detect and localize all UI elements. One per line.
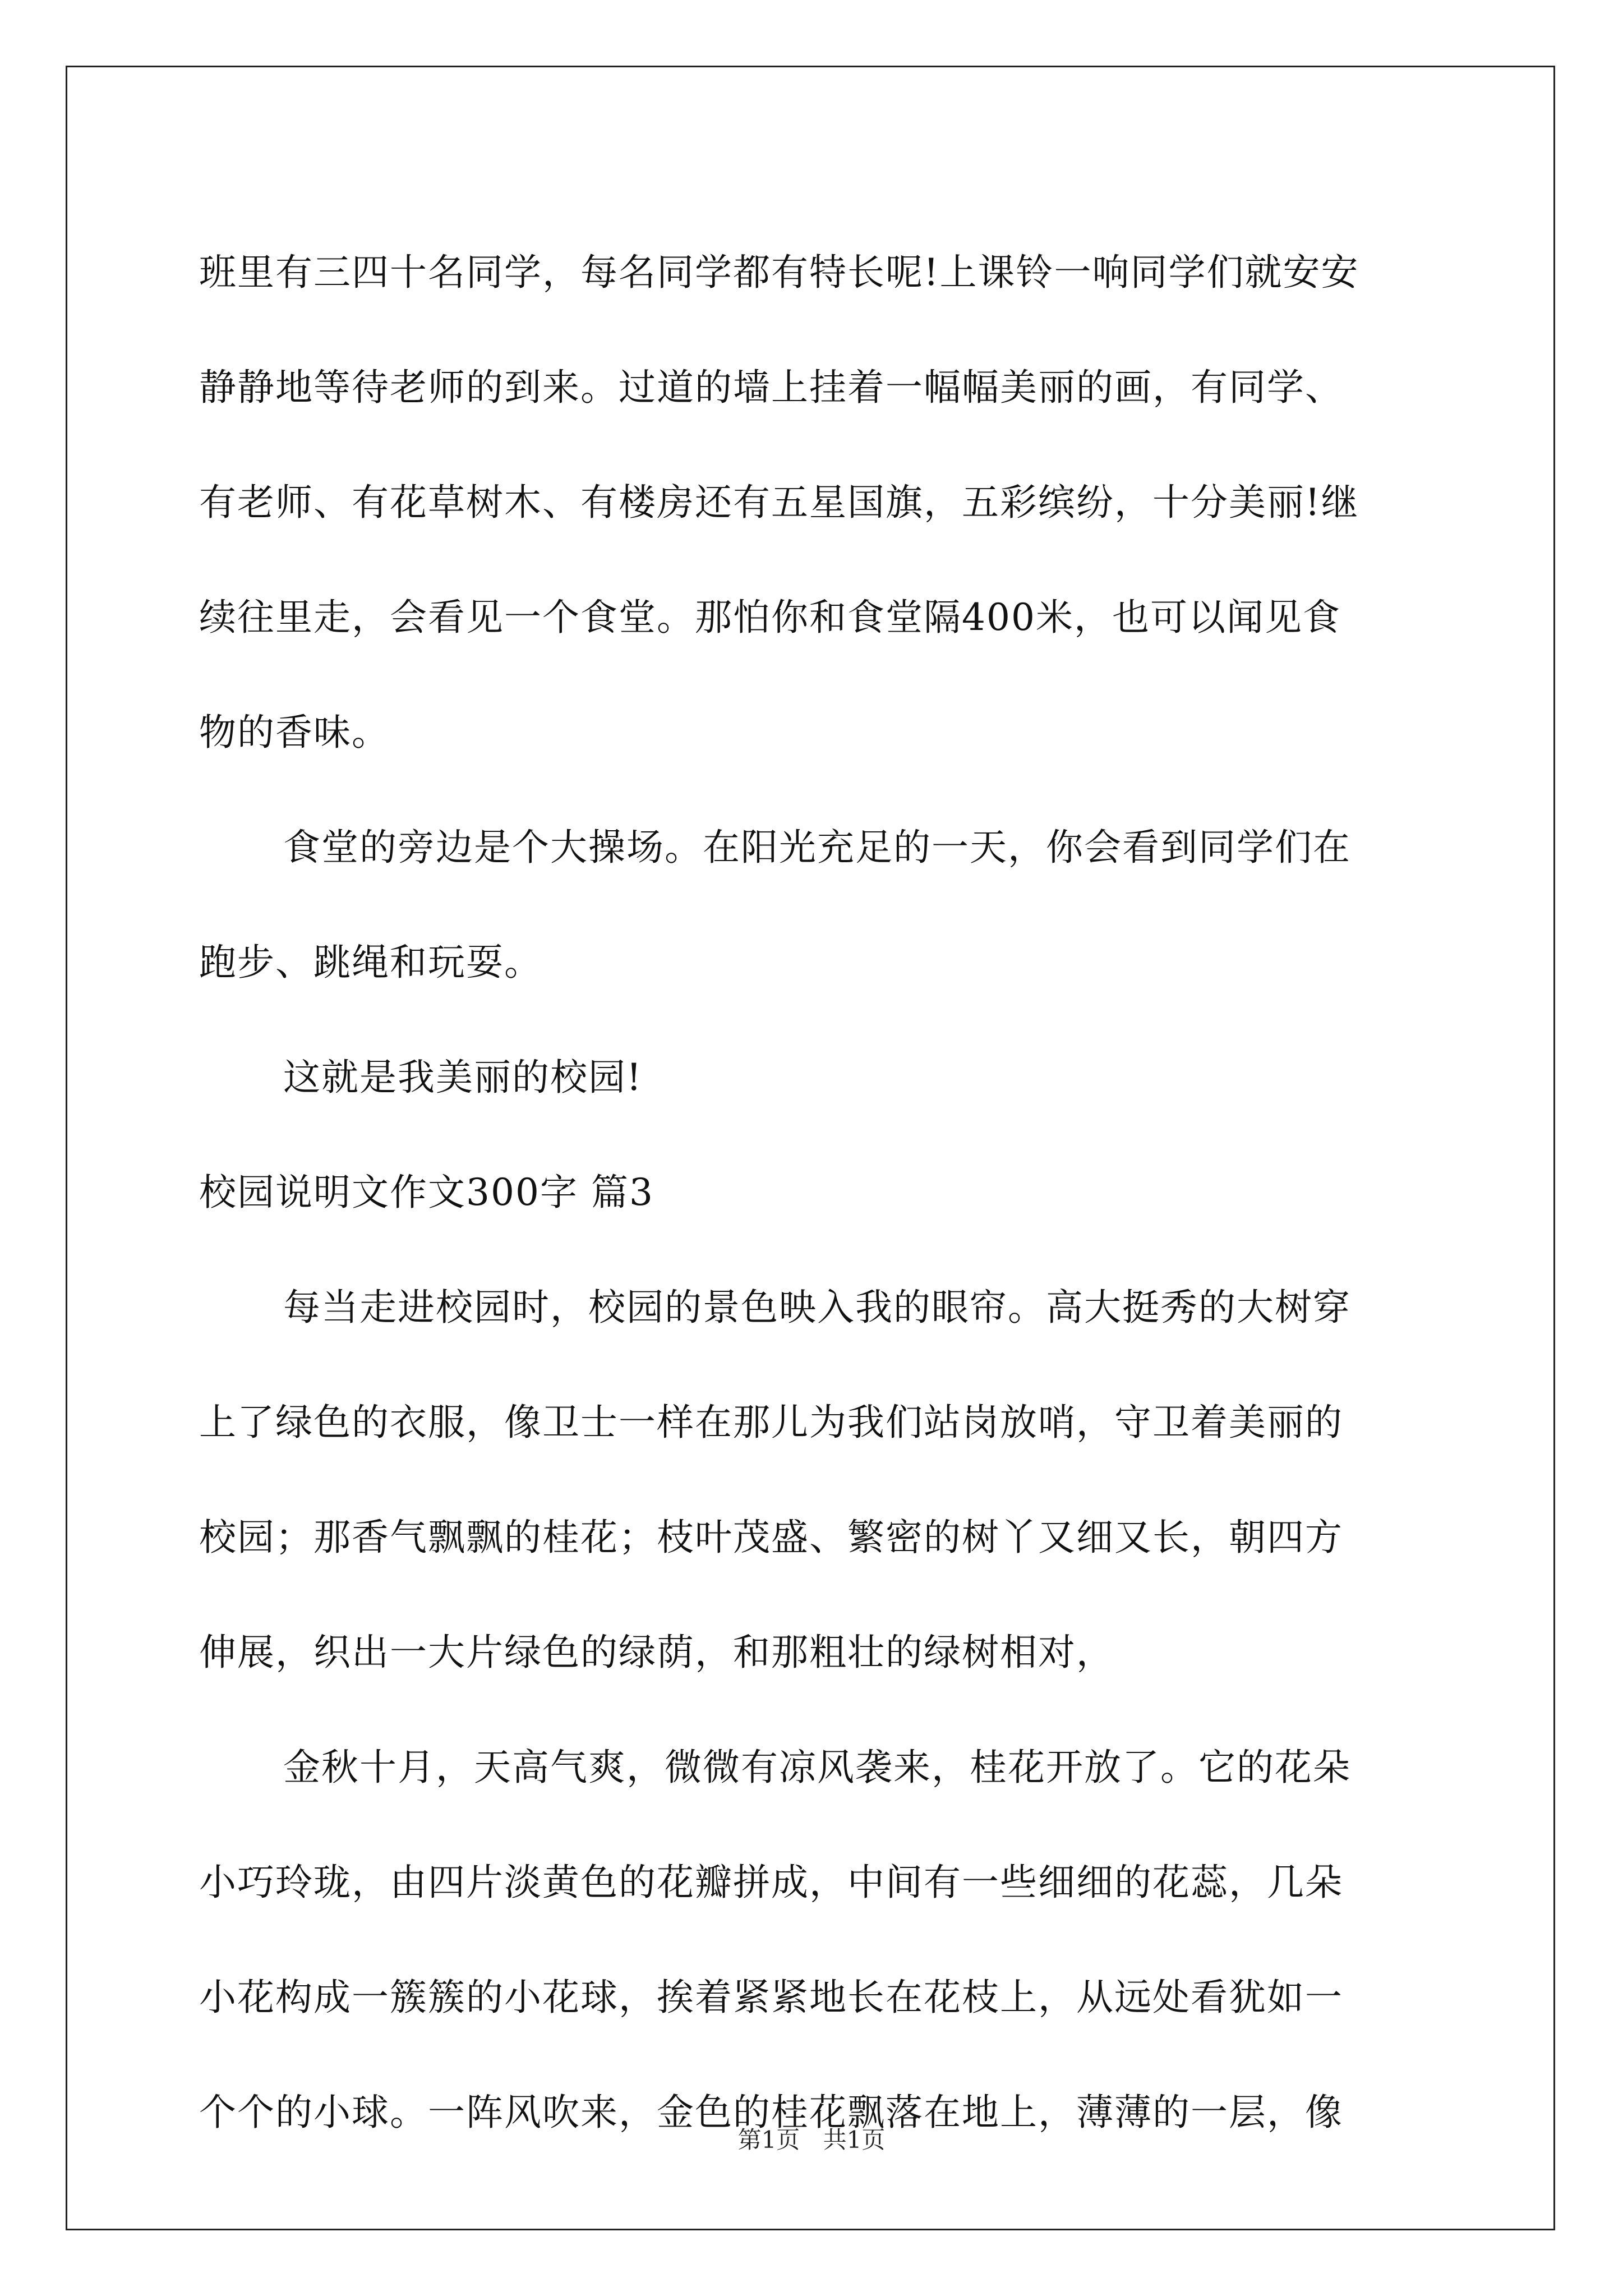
- text-line-11: 上了绿色的衣服，像卫士一样在那儿为我们站岗放哨，守卫着美丽的: [199, 1401, 1343, 1444]
- text-line-2: 静静地等待老师的到来。过道的墙上挂着一幅幅美丽的画，有同学、: [199, 366, 1343, 409]
- page-number: 第1页: [737, 2126, 800, 2154]
- text-line-12: 校园；那香气飘飘的桂花；枝叶茂盛、繁密的树丫又细又长，朝四方: [199, 1516, 1343, 1559]
- text-line-14: 金秋十月，天高气爽，微微有凉风袭来，桂花开放了。它的花朵: [283, 1746, 1351, 1789]
- text-line-6: 食堂的旁边是个大操场。在阳光充足的一天，你会看到同学们在: [283, 826, 1351, 869]
- text-line-13: 伸展，织出一大片绿色的绿荫，和那粗壮的绿树相对，: [199, 1631, 1114, 1674]
- page-total: 共1页: [823, 2126, 886, 2154]
- text-line-10: 每当走进校园时，校园的景色映入我的眼帘。高大挺秀的大树穿: [283, 1286, 1351, 1329]
- text-line-8: 这就是我美丽的校园!: [283, 1056, 643, 1099]
- text-line-16: 小花构成一簇簇的小花球，挨着紧紧地长在花枝上，从远处看犹如一: [199, 1976, 1343, 2019]
- text-line-17: 个个的小球。一阵风吹来，金色的桂花飘落在地上，薄薄的一层，像: [199, 2091, 1343, 2134]
- text-line-15: 小巧玲珑，由四片淡黄色的花瓣拼成，中间有一些细细的花蕊，几朵: [199, 1861, 1343, 1904]
- text-line-7: 跑步、跳绳和玩耍。: [199, 941, 542, 984]
- document-body: [199, 215, 1424, 2170]
- text-line-3: 有老师、有花草树木、有楼房还有五星国旗，五彩缤纷，十分美丽!继: [199, 481, 1359, 524]
- text-line-5: 物的香味。: [199, 711, 390, 754]
- text-line-4: 续往里走，会看见一个食堂。那怕你和食堂隔400米，也可以闻见食: [199, 596, 1341, 639]
- text-line-1: 班里有三四十名同学，每名同学都有特长呢!上课铃一响同学们就安安: [199, 251, 1359, 294]
- page-footer: [0, 2123, 1623, 2157]
- section-heading: 校园说明文作文300字 篇3: [199, 1171, 654, 1214]
